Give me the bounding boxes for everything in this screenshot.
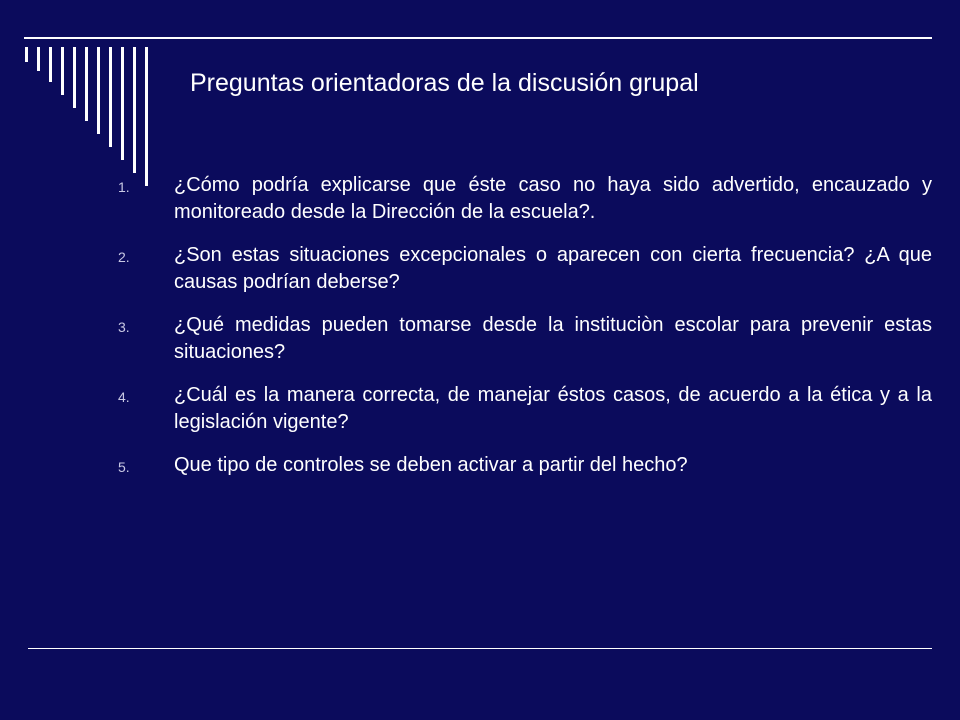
item-number: 5. — [118, 459, 130, 475]
decorative-bar — [109, 47, 112, 147]
decorative-bars — [0, 0, 160, 200]
list-item — [118, 172, 932, 226]
question-list — [118, 172, 932, 495]
decorative-bar — [133, 47, 136, 173]
decorative-bar — [145, 47, 148, 186]
decorative-bar — [121, 47, 124, 160]
item-number: 3. — [118, 319, 130, 335]
decorative-bar — [73, 47, 76, 108]
decorative-bar — [85, 47, 88, 121]
item-number: 4. — [118, 389, 130, 405]
item-number: 2. — [118, 249, 130, 265]
decorative-bar — [25, 47, 28, 62]
decorative-bar — [49, 47, 52, 82]
item-text: ¿Qué medidas pueden tomarse desde la instituciòn escolar para prevenir estas situaciones? — [174, 314, 932, 363]
item-text: ¿Cuál es la manera correcta, de manejar éstos casos, de acuerdo a la ética y a la legislación vigente? — [174, 384, 932, 433]
decorative-bar — [61, 47, 64, 95]
item-number: 1. — [118, 179, 130, 195]
list-item — [118, 312, 932, 366]
slide-title: Preguntas orientadoras de la discusión grupal — [190, 69, 699, 97]
top-rule — [24, 37, 932, 39]
list-item — [118, 382, 932, 436]
list-item — [118, 452, 932, 479]
bottom-rule — [28, 648, 932, 649]
decorative-bar — [37, 47, 40, 71]
item-text: ¿Son estas situaciones excepcionales o aparecen con cierta frecuencia? ¿A que causas podrían deberse? — [174, 244, 932, 293]
item-text: Que tipo de controles se deben activar a partir del hecho? — [174, 454, 688, 476]
decorative-bar — [97, 47, 100, 134]
item-text: ¿Cómo podría explicarse que éste caso no haya sido advertido, encauzado y monitoreado desde la Dirección de la escuela?. — [174, 174, 932, 223]
list-item — [118, 242, 932, 296]
